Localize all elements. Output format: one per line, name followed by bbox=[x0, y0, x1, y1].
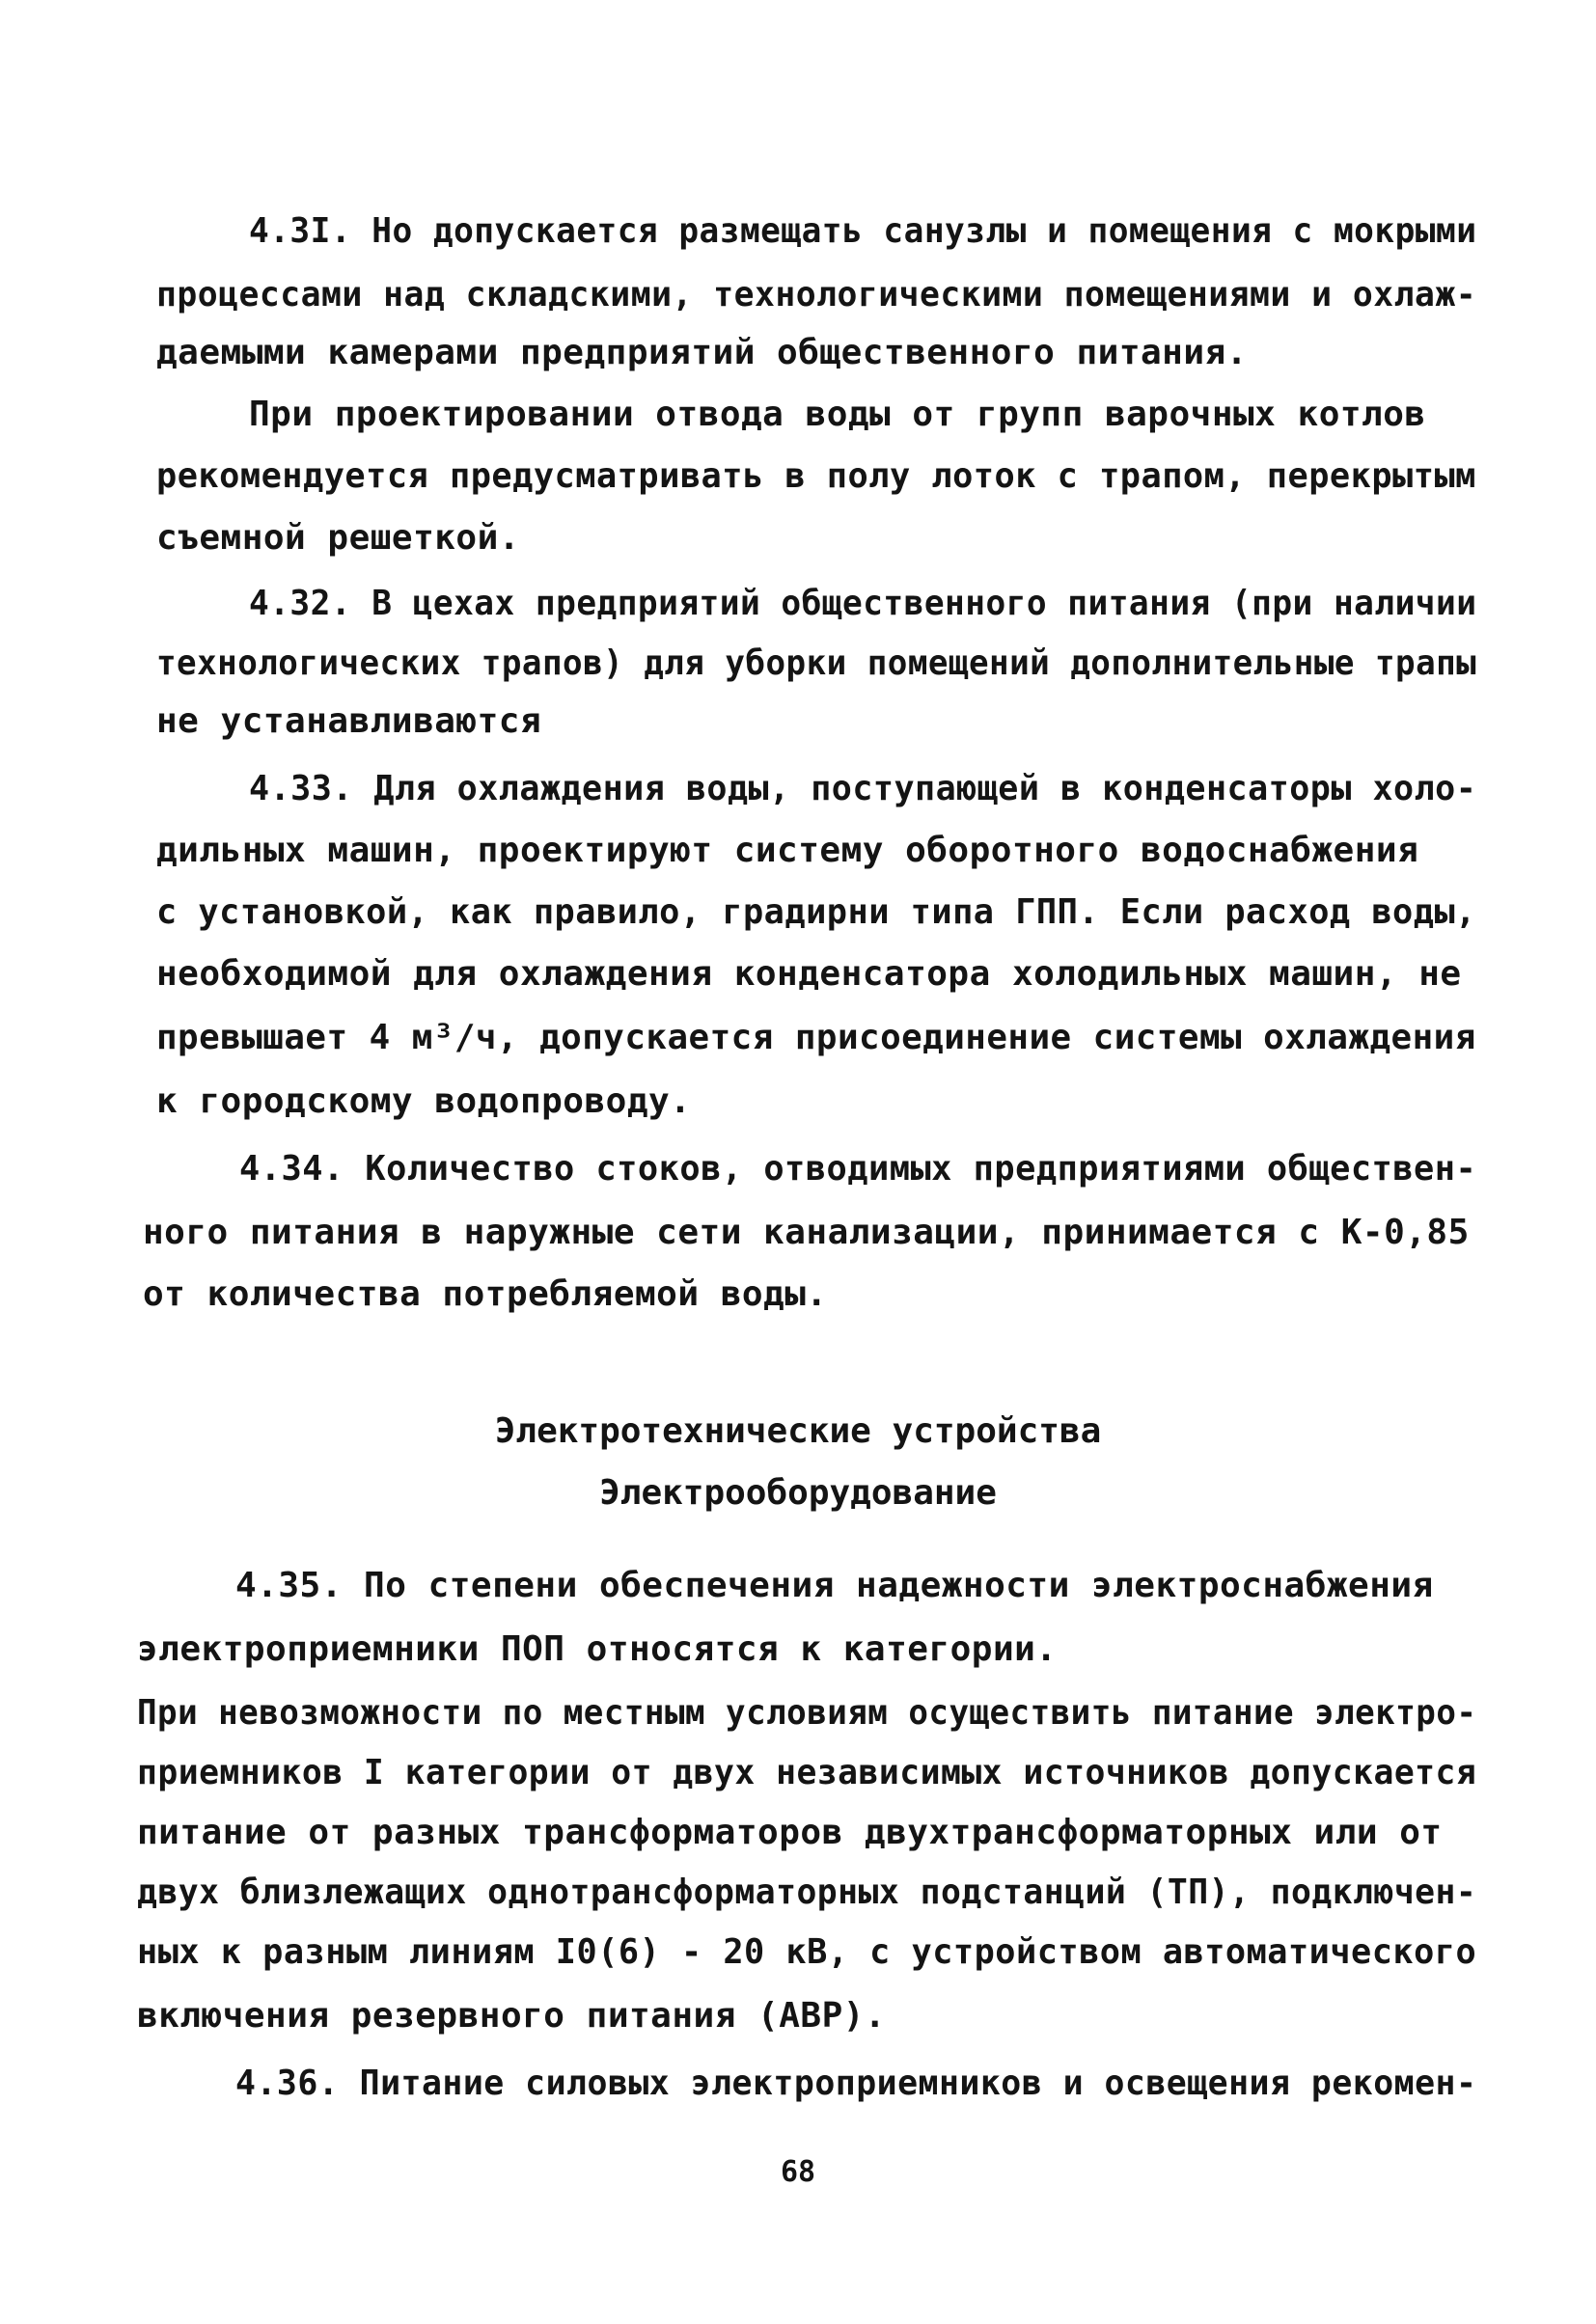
section-heading: Электротехнические устройства bbox=[494, 1411, 1102, 1451]
text-line: к городскому водопроводу. bbox=[156, 1081, 692, 1121]
text-line: даемыми камерами предприятий общественного питания. bbox=[156, 333, 1248, 372]
text-line: При проектировании отвода воды от групп варочных котлов bbox=[249, 395, 1426, 434]
text-line: превышает 4 м³/ч, допускается присоединение системы охлаждения bbox=[156, 1018, 1476, 1057]
text-line: с установкой, как правило, градирни типа ГПП. Если расход воды, bbox=[156, 892, 1476, 932]
text-line: электроприемники ПОП относятся к категории. bbox=[137, 1629, 1058, 1669]
text-line: 4.3I. Но допускается размещать санузлы и помещения с мокрыми bbox=[249, 211, 1477, 251]
text-line: 4.32. В цехах предприятий общественного питания (при наличии bbox=[249, 584, 1477, 623]
text-line: включения резервного питания (АВР). bbox=[137, 1996, 887, 2036]
text-line: не устанавливаются bbox=[156, 701, 542, 741]
text-line: необходимой для охлаждения конденсатора холодильных машин, не bbox=[156, 954, 1462, 994]
text-line: дильных машин, проектируют систему оборотного водоснабжения bbox=[156, 831, 1419, 870]
page-number: 68 bbox=[780, 2155, 816, 2189]
text-line: приемников I категории от двух независимых источников допускается bbox=[137, 1753, 1477, 1792]
text-line: рекомендуется предусматривать в полу лоток с трапом, перекрытым bbox=[156, 456, 1476, 496]
text-line: питание от разных трансформаторов двухтрансформаторных или от bbox=[137, 1813, 1443, 1852]
text-line: 4.34. Количество стоков, отводимых предприятиями обществен- bbox=[239, 1149, 1477, 1189]
text-line: При невозможности по местным условиям осуществить питание электро- bbox=[137, 1693, 1477, 1733]
text-line: процессами над складскими, технологическими помещениями и охлаж- bbox=[156, 275, 1477, 314]
text-line: 4.33. Для охлаждения воды, поступающей в конденсаторы холо- bbox=[249, 769, 1477, 808]
text-line: от количества потребляемой воды. bbox=[143, 1274, 828, 1314]
text-line: ного питания в наружные сети канализации, принимается с К-0,85 bbox=[143, 1213, 1470, 1252]
text-line: технологических трапов) для уборки помещений дополнительные трапы bbox=[156, 643, 1477, 683]
text-line: двух близлежащих однотрансформаторных подстанций (ТП), подключен- bbox=[137, 1873, 1477, 1912]
text-line: съемной решеткой. bbox=[156, 518, 520, 558]
text-line: ных к разным линиям I0(6) - 20 кВ, с устройством автоматического bbox=[137, 1932, 1477, 1972]
text-line: 4.36. Питание силовых электроприемников и освещения рекомен- bbox=[235, 2064, 1477, 2103]
subsection-heading: Электрооборудование bbox=[599, 1473, 997, 1513]
text-line: 4.35. По степени обеспечения надежности электроснабжения bbox=[235, 1566, 1434, 1605]
